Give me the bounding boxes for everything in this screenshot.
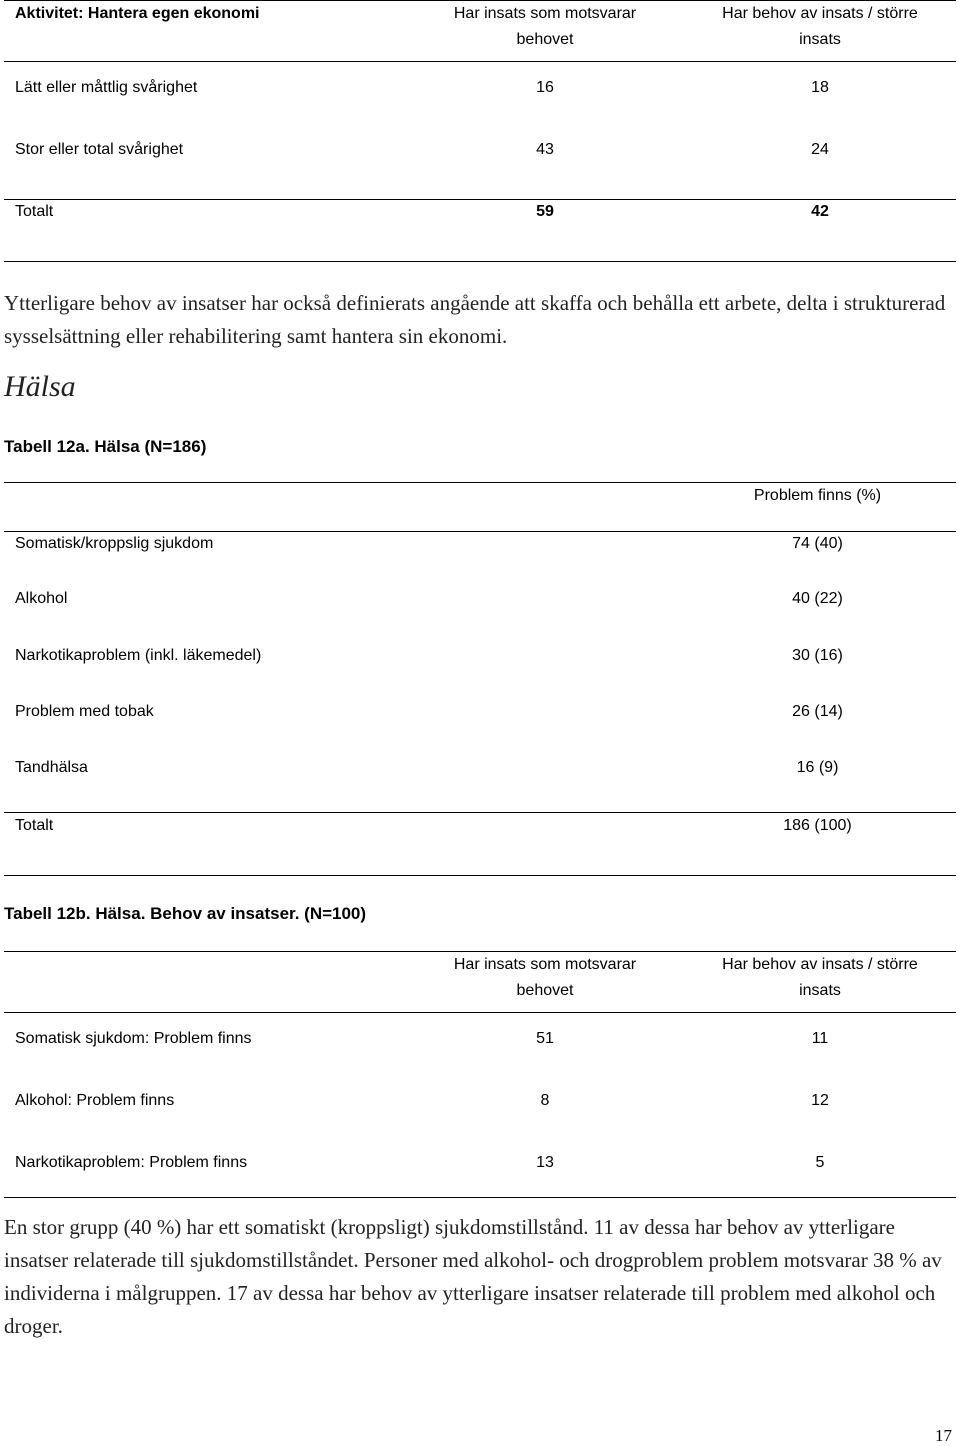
row-value: 24 [811, 141, 829, 158]
row-label: Alkohol: Problem finns [15, 1092, 175, 1109]
row-value: 8 [540, 1092, 550, 1109]
row-value: 5 [815, 1154, 825, 1171]
table-rule [4, 1197, 956, 1198]
table-rule [4, 875, 956, 876]
row-value: 12 [811, 1092, 829, 1109]
table-rule [4, 61, 956, 62]
total-value: 59 [536, 203, 554, 220]
row-value: 18 [811, 79, 829, 96]
section-heading: Hälsa [4, 370, 76, 403]
row-label: Tandhälsa [15, 759, 88, 776]
row-label: Lätt eller måttlig svårighet [15, 79, 198, 96]
total-label: Totalt [15, 203, 54, 220]
row-value: 13 [536, 1154, 554, 1171]
row-value: 40 (22) [792, 590, 843, 607]
row-value: 16 [536, 79, 554, 96]
row-label: Problem med tobak [15, 703, 154, 720]
table-rule [4, 261, 956, 262]
row-label: Somatisk sjukdom: Problem finns [15, 1030, 252, 1047]
row-value: 26 (14) [792, 703, 843, 720]
row-label: Narkotikaproblem (inkl. läkemedel) [15, 647, 262, 664]
row-label: Stor eller total svårighet [15, 141, 184, 158]
table-caption: Tabell 12b. Hälsa. Behov av insatser. (N=100) [4, 904, 367, 923]
col-header-has-insats: Har insats som motsvarar [453, 956, 637, 973]
table-caption: Tabell 12a. Hälsa (N=186) [4, 437, 207, 456]
col-header-has-insats: Har insats som motsvarar [453, 5, 637, 22]
table-rule [4, 1012, 956, 1013]
row-label: Somatisk/kroppslig sjukdom [15, 535, 214, 552]
col-header-problem: Problem finns (%) [753, 487, 882, 504]
total-label: Totalt [15, 817, 54, 834]
row-value: 74 (40) [792, 535, 843, 552]
activity-label: Aktivitet: Hantera egen ekonomi [15, 5, 260, 22]
total-value: 42 [811, 203, 829, 220]
col-header-has-insats-cont: behovet [516, 31, 574, 48]
page-number: 17 [935, 1426, 952, 1445]
col-header-needs-insats: Har behov av insats / större [722, 5, 918, 22]
col-header-has-insats-cont: behovet [516, 982, 574, 999]
row-value: 30 (16) [792, 647, 843, 664]
row-value: 16 (9) [796, 759, 839, 776]
row-value: 11 [811, 1030, 829, 1047]
row-label: Narkotikaproblem: Problem finns [15, 1154, 248, 1171]
total-value: 186 (100) [783, 817, 852, 834]
row-label: Alkohol [15, 590, 68, 607]
col-header-needs-insats: Har behov av insats / större [722, 956, 918, 973]
col-header-needs-insats-cont: insats [799, 982, 841, 999]
row-value: 51 [536, 1030, 554, 1047]
col-header-needs-insats-cont: insats [799, 31, 841, 48]
body-paragraph: Ytterligare behov av insatser har också definierats angående att skaffa och behålla ett arbete, delta i strukturerad sysselsättning eller rehabilitering samt hantera sin ekonomi. [4, 291, 946, 348]
row-value: 43 [536, 141, 554, 158]
body-paragraph: En stor grupp (40 %) har ett somatiskt (kroppsligt) sjukdomstillstånd. 11 av dessa har behov av ytterligare insatser relaterade till sjukdomstillståndet. Personer med alkohol- och drogproblem problem motsvarar 38 % av individerna i målgruppen. 17 av dessa har behov av ytterligare insatser relaterade till problem med alkohol och droger. [4, 1215, 942, 1338]
